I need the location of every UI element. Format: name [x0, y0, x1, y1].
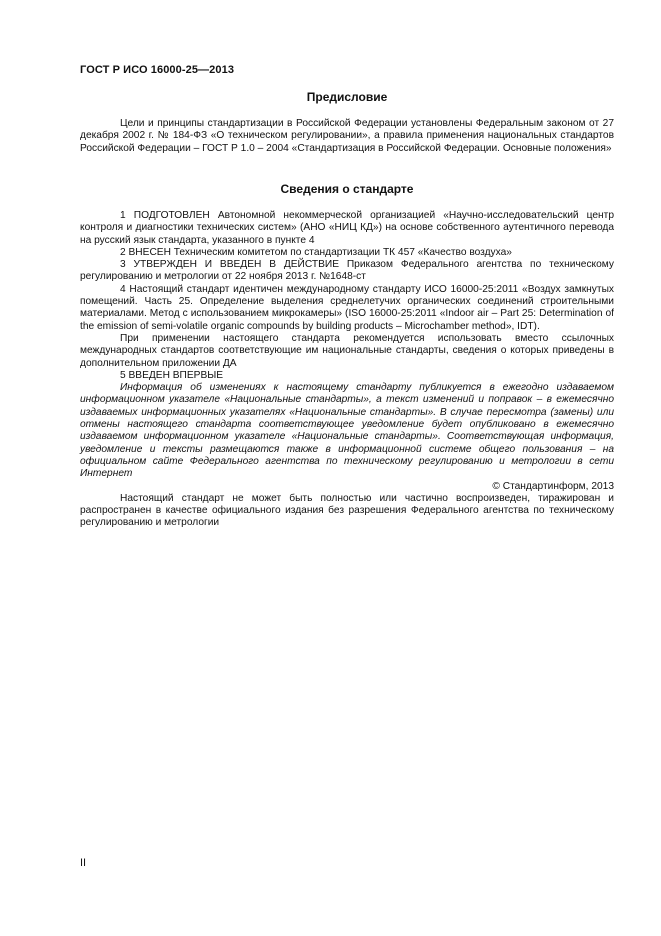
info-item-2: 2 ВНЕСЕН Техническим комитетом по стандартизации ТК 457 «Качество воздуха»: [120, 246, 512, 258]
foreword-section: [80, 90, 614, 155]
info-item-5: 5 ВВЕДЕН ВПЕРВЫЕ: [120, 369, 224, 381]
reproduction-rights-text: Настоящий стандарт не может быть полностью или частично воспроизведен, тиражирован и распространен в качестве официального издания без разрешения Федерального агентства по техническому регулированию и метрологии: [80, 492, 614, 529]
info-item-3: 3 УТВЕРЖДЕН И ВВЕДЕН В ДЕЙСТВИЕ Приказом Федерального агентства по техническому регулированию и метрологии от 22 ноября 2013 г. №1648-ст: [80, 259, 614, 283]
copyright-line: © Стандартинформ, 2013: [492, 480, 614, 492]
info-item-4: 4 Настоящий стандарт идентичен международному стандарту ИСО 16000-25:2011 «Воздух замкнутых помещений. Часть 25. Определение выделения среднелетучих органических соединений строительными материалами. Метод с использованием микрокамеры» (ISO 16000-25:2011 «Indoor air – Part 25: Determination of the emission of semi-volatile organic compounds by building products – Microchamber method», IDT).: [80, 283, 614, 332]
standard-info-section: [80, 182, 614, 530]
page-number: II: [80, 857, 87, 869]
info-item-1: 1 ПОДГОТОВЛЕН Автономной некоммерческой организацией «Научно-исследовательский центр контроля и диагностики технических систем» (АНО «НИЦ КД») на основе собственного аутентичного перевода на русский язык стандарта, указанного в пункте 4: [80, 210, 614, 246]
info-item-4-note: При применении настоящего стандарта рекомендуется использовать вместо ссылочных международных стандартов соответствующие им национальные стандарты, сведения о которых приведены в дополнительном приложении ДА: [80, 332, 614, 369]
document-code-header: ГОСТ Р ИСО 16000-25—2013: [80, 64, 235, 76]
standard-info-title: Сведения о стандарте: [280, 182, 414, 196]
change-information-text: Информация об изменениях к настоящему стандарту публикуется в ежегодно издаваемом информационном указателе «Национальные стандарты», а текст изменений и поправок – в ежемесячно издаваемых информационных указателях «Национальные стандарты». В случае пересмотра (замены) или отмены настоящего стандарта соответствующее уведомление будет опубликовано в ежемесячно издаваемом информационном указателе «Национальные стандарты». Соответствующая информация, уведомление и тексты размещаются также в информационной системе общего пользования – на официальном сайте Федерального агентства по техническому регулированию и метрологии в сети Интернет: [80, 382, 614, 480]
foreword-text: Цели и принципы стандартизации в Российской Федерации установлены Федеральным законом от 27 декабря 2002 г. № 184-ФЗ «О техническом регулировании», а правила применения национальных стандартов Российской Федерации – ГОСТ Р 1.0 – 2004 «Стандартизация в Российской Федерации. Основные положения»: [80, 118, 614, 154]
foreword-title: Предисловие: [306, 90, 388, 104]
